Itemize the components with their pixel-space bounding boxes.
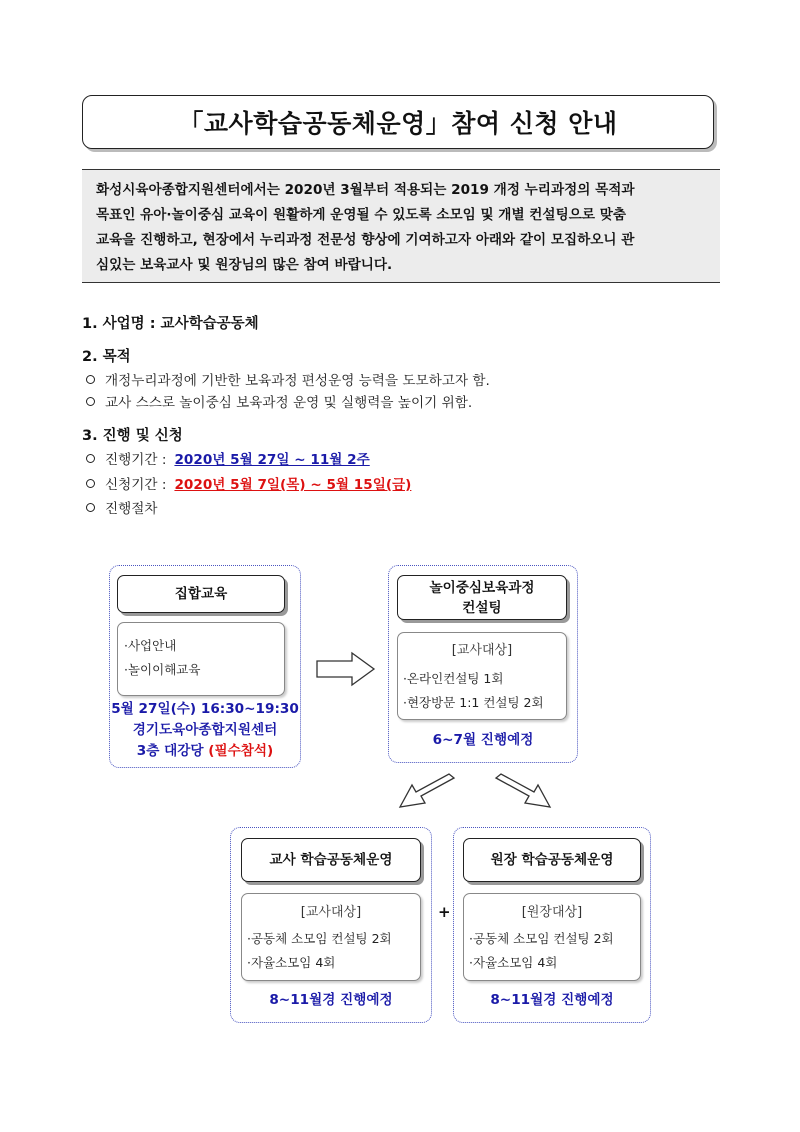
section-1-heading: 1. 사업명 : 교사학습공동체: [82, 316, 259, 332]
arrow-right-icon: [316, 652, 376, 686]
plus-sign: +: [438, 903, 451, 921]
period-label: 진행기간 :: [105, 452, 167, 468]
step-head-director-community: 원장 학습공동체운영: [463, 838, 641, 882]
step-content-teacher-community: [241, 893, 421, 981]
step-head-consulting: [397, 575, 567, 620]
circle-bullet-icon: [86, 454, 95, 463]
event-place: 경기도육아종합지원센터: [132, 722, 278, 738]
head-line: 놀이중심보육과정: [429, 579, 535, 596]
intro-line: 목표인 유아·놀이중심 교육이 원활하게 운영될 수 있도록 소모임 및 개별 컨설팅으로 맞춤: [96, 207, 626, 223]
content-line: ·사업안내: [124, 638, 177, 653]
circle-bullet-icon: [86, 397, 95, 406]
audience-label: [원장대상]: [521, 905, 583, 920]
step-head-collective-education: 집합교육: [117, 575, 285, 613]
audience-label: [교사대상]: [451, 643, 513, 658]
process-item: [82, 497, 158, 517]
step-footer-collective-education: [109, 699, 301, 762]
period-value: 2020년 5월 27일 ~ 11월 2주: [174, 452, 370, 468]
apply-label: 신청기간 :: [105, 477, 167, 493]
section-2-heading: 2. 목적: [82, 349, 131, 365]
step-footer-consulting: 6~7월 진행예정: [432, 732, 534, 748]
step-footer-director-community: 8~11월경 진행예정: [490, 992, 614, 1008]
event-date: 5월 27일(수) 16:30~19:30: [111, 701, 299, 717]
intro-paragraph: [82, 169, 720, 283]
arrow-down-right-icon: [492, 772, 554, 812]
step-content-director-community: [463, 893, 641, 981]
apply-value: 2020년 5월 7일(목) ~ 5월 15일(금): [174, 477, 412, 493]
head-line: 컨설팅: [462, 599, 502, 616]
content-line: ·공동체 소모임 컨설팅 2회: [469, 931, 614, 946]
arrow-down-left-icon: [396, 772, 458, 812]
content-line: ·공동체 소모임 컨설팅 2회: [247, 931, 392, 946]
content-line: ·자율소모임 4회: [247, 955, 336, 970]
step-footer-teacher-community: 8~11월경 진행예정: [269, 992, 393, 1008]
intro-line: 심있는 보육교사 및 원장님의 많은 참여 바랍니다.: [96, 257, 393, 273]
apply-item: [82, 473, 411, 493]
audience-label: [교사대상]: [300, 905, 362, 920]
section-3-heading: 3. 진행 및 신청: [82, 428, 183, 444]
purpose-item: [82, 369, 490, 389]
circle-bullet-icon: [86, 375, 95, 384]
intro-line: 화성시육아종합지원센터에서는 2020년 3월부터 적용되는 2019 개정 누리과정의 목적과: [96, 182, 635, 198]
step-head-teacher-community: 교사 학습공동체운영: [241, 838, 421, 882]
content-line: ·놀이이해교육: [124, 662, 201, 677]
circle-bullet-icon: [86, 503, 95, 512]
event-room: 3층 대강당: [136, 743, 204, 759]
intro-line: 교육을 진행하고, 현장에서 누리과정 전문성 향상에 기여하고자 아래와 같이 모집하오니 관: [96, 232, 635, 248]
content-line: ·자율소모임 4회: [469, 955, 558, 970]
process-label: 진행절차: [105, 501, 158, 517]
content-line: ·온라인컨설팅 1회: [403, 671, 504, 686]
step-content-collective-education: [117, 622, 285, 696]
required-badge: (필수참석): [208, 743, 274, 759]
circle-bullet-icon: [86, 479, 95, 488]
period-item: [82, 448, 370, 468]
page-title: 「교사학습공동체운영」참여 신청 안내: [82, 95, 714, 149]
content-line: ·현장방문 1:1 컨설팅 2회: [403, 695, 544, 710]
step-content-consulting: [397, 632, 567, 720]
purpose-text: 교사 스스로 놀이중심 보육과정 운영 및 실행력을 높이기 위함.: [105, 395, 473, 411]
event-room-line: [109, 741, 301, 762]
purpose-item: [82, 391, 472, 411]
purpose-text: 개정누리과정에 기반한 보육과정 편성운영 능력을 도모하고자 함.: [105, 373, 490, 389]
